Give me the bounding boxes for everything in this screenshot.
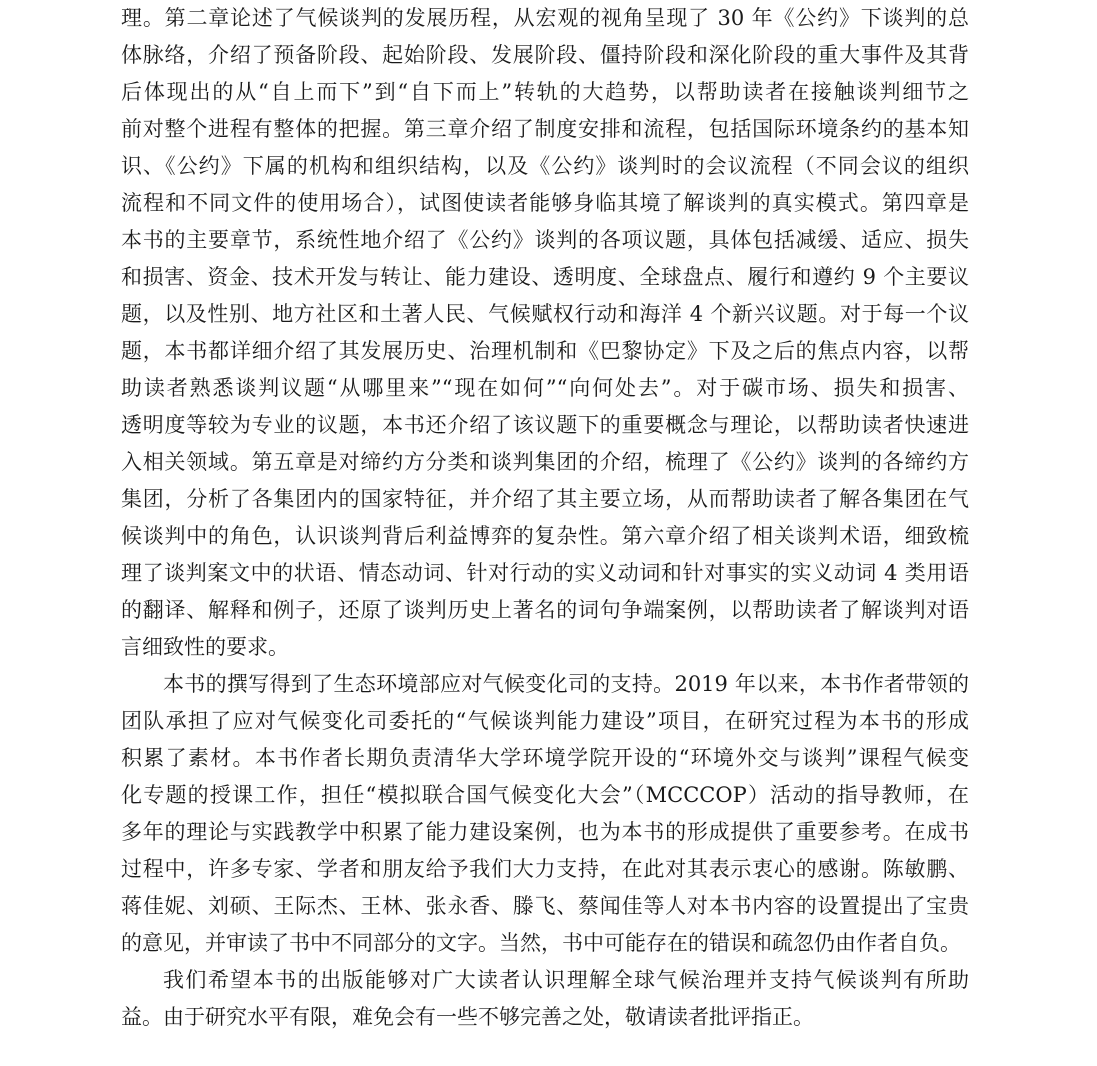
text-line: 候谈判中的角色，认识谈判背后利益博弈的复杂性。第六章介绍了相关谈判术语，细致梳: [121, 524, 969, 548]
text-line: 透明度等较为专业的议题，本书还介绍了该议题下的重要概念与理论，以帮助读者快速进: [121, 413, 969, 437]
text-line: 识、《公约》下属的机构和组织结构，以及《公约》谈判时的会议流程（不同会议的组织: [121, 154, 969, 178]
text-line: 本书的撰写得到了生态环境部应对气候变化司的支持。2019 年以来，本书作者带领的: [163, 672, 969, 696]
text-line: 流程和不同文件的使用场合），试图使读者能够身临其境了解谈判的真实模式。第四章是: [121, 191, 969, 215]
text-line: 我们希望本书的出版能够对广大读者认识理解全球气候治理并支持气候谈判有所助: [163, 968, 969, 992]
text-line: 过程中，许多专家、学者和朋友给予我们大力支持，在此对其表示衷心的感谢。陈敏鹏、: [121, 857, 969, 881]
text-line: 本书的主要章节，系统性地介绍了《公约》谈判的各项议题，具体包括减缓、适应、损失: [121, 228, 969, 252]
text-line: 后体现出的从“自上而下”到“自下而上”转轨的大趋势，以帮助读者在接触谈判细节之: [121, 80, 969, 104]
text-line: 入相关领域。第五章是对缔约方分类和谈判集团的介绍，梳理了《公约》谈判的各缔约方: [121, 450, 969, 474]
paragraph-chapter-overview: [121, 0, 969, 666]
text-line: 助读者熟悉谈判议题“从哪里来”“现在如何”“向何处去”。对于碳市场、损失和损害、: [121, 376, 969, 400]
text-line: 积累了素材。本书作者长期负责清华大学环境学院开设的“环境外交与谈判”课程气候变: [121, 746, 969, 770]
text-line: 的意见，并审读了书中不同部分的文字。当然，书中可能存在的错误和疏忽仍由作者自负。: [121, 931, 961, 955]
text-line: 体脉络，介绍了预备阶段、起始阶段、发展阶段、僵持阶段和深化阶段的重大事件及其背: [121, 43, 969, 67]
text-line: 集团，分析了各集团内的国家特征，并介绍了其主要立场，从而帮助读者了解各集团在气: [121, 487, 969, 511]
text-line: 益。由于研究水平有限，难免会有一些不够完善之处，敬请读者批评指正。: [121, 1005, 814, 1029]
text-line: 化专题的授课工作，担任“模拟联合国气候变化大会”（MCCCOP）活动的指导教师，在: [121, 783, 969, 807]
text-line: 理了谈判案文中的状语、情态动词、针对行动的实义动词和针对事实的实义动词 4 类用语: [121, 561, 969, 585]
text-line: 多年的理论与实践教学中积累了能力建设案例，也为本书的形成提供了重要参考。在成书: [121, 820, 969, 844]
paragraph-closing: [121, 962, 969, 1036]
text-line: 的翻译、解释和例子，还原了谈判历史上著名的词句争端案例，以帮助读者了解谈判对语: [121, 598, 969, 622]
text-line: 和损害、资金、技术开发与转让、能力建设、透明度、全球盘点、履行和遵约 9 个主要议: [121, 265, 969, 289]
text-line: 题，以及性别、地方社区和土著人民、气候赋权行动和海洋 4 个新兴议题。对于每一个议: [121, 302, 969, 326]
text-line: 理。第二章论述了气候谈判的发展历程，从宏观的视角呈现了 30 年《公约》下谈判的总: [121, 6, 969, 30]
text-line: 前对整个进程有整体的把握。第三章介绍了制度安排和流程，包括国际环境条约的基本知: [121, 117, 969, 141]
text-line: 言细致性的要求。: [121, 635, 289, 659]
text-line: 题，本书都详细介绍了其发展历史、治理机制和《巴黎协定》下及之后的焦点内容，以帮: [121, 339, 969, 363]
text-line: 蒋佳妮、刘硕、王际杰、王林、张永香、滕飞、蔡闻佳等人对本书内容的设置提出了宝贵: [121, 894, 969, 918]
text-line: 团队承担了应对气候变化司委托的“气候谈判能力建设”项目，在研究过程为本书的形成: [121, 709, 969, 733]
document-page: [121, 0, 969, 1036]
paragraph-acknowledgements: [121, 666, 969, 962]
